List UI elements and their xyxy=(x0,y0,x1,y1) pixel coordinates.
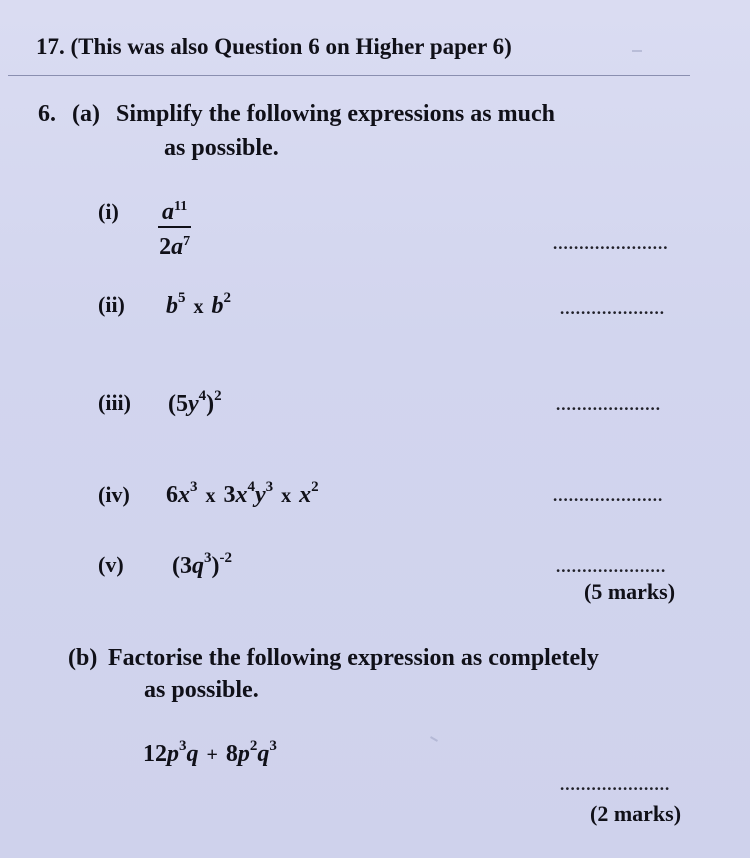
part-b-label: (b) xyxy=(68,645,98,671)
part-b-instruction-line1: Factorise the following expression as completely xyxy=(108,645,599,671)
scan-smudge xyxy=(632,50,642,52)
item-v-expression: $(3q^3)^{-2}$ xyxy=(172,550,232,579)
item-iii-label: (iii) xyxy=(98,390,131,415)
item-iv-answer-line: ..................... xyxy=(553,486,664,505)
item-i-answer-line: ...................... xyxy=(553,234,669,253)
item-v-label: (v) xyxy=(98,552,124,577)
item-ii-expression: $b^5$ x $b^2$ xyxy=(166,290,231,319)
item-iv-label: (iv) xyxy=(98,482,130,507)
part-a-label: (a) xyxy=(72,101,100,127)
part-b-instruction-line2: as possible. xyxy=(144,677,259,703)
item-iii-expression: $(5y^4)^2$ xyxy=(168,388,222,417)
part-b-expression: $12p^3q + 8p^2q^3$ xyxy=(143,738,277,767)
part-b-marks: (2 marks) xyxy=(590,801,682,826)
part-a-instruction-line1: Simplify the following expressions as much xyxy=(116,101,555,127)
item-iv-expression: $6x^3$ x $3x^4y^3$ x $x^2$ xyxy=(166,479,319,508)
item-i-expression: $\frac{a^{11}}{2a^7}$ xyxy=(158,194,191,260)
part-a-instruction-line2: as possible. xyxy=(164,135,279,161)
header-divider xyxy=(8,75,690,76)
item-ii-answer-line: .................... xyxy=(560,299,665,318)
part-b-answer-line: ..................... xyxy=(560,775,671,794)
question-header: 17. (This was also Question 6 on Higher paper 6) xyxy=(36,34,512,59)
part-a-marks: (5 marks) xyxy=(584,579,676,604)
item-v-answer-line: ..................... xyxy=(556,557,667,576)
scan-smudge xyxy=(430,736,438,742)
question-number: 6. xyxy=(38,101,56,127)
item-iii-answer-line: .................... xyxy=(556,395,661,414)
item-ii-label: (ii) xyxy=(98,292,125,317)
item-i-label: (i) xyxy=(98,199,119,224)
